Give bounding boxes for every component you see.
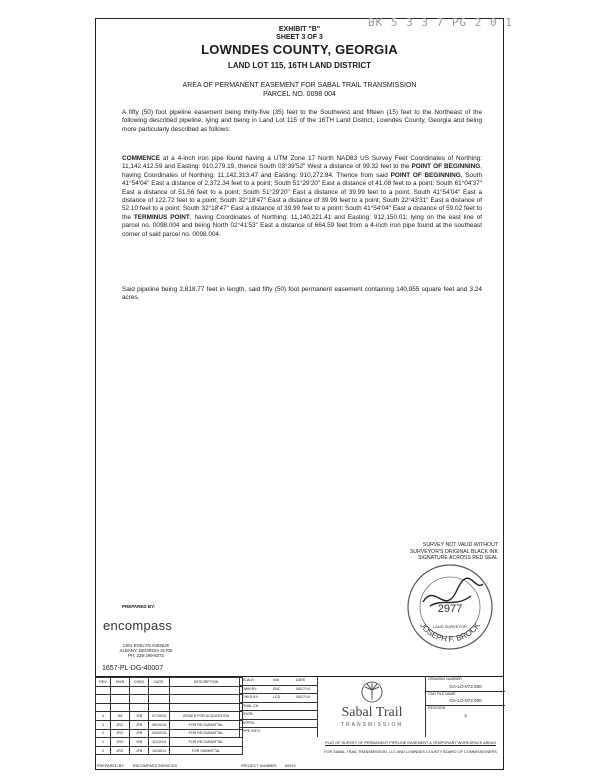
pipe-info-row	[240, 728, 318, 736]
revision-cell: JFB	[130, 712, 149, 721]
revision-cell: 10/18/14	[149, 746, 170, 755]
checked-value: LCD	[273, 695, 281, 699]
signature-scribble	[423, 578, 483, 606]
col-header: CHKD	[130, 678, 149, 687]
project-number-label: PROJECT NUMBER:	[241, 764, 278, 768]
revision-cell: JRC	[111, 720, 130, 729]
apprv-label: APPRV:	[242, 720, 255, 725]
pob-label: POINT OF BEGINNING	[411, 163, 481, 171]
desc-part-4: , having Coordinates of Northing: 11,140,221.41 and Easting: 912,150.01; lying on the east line of parcel no. 0098.004 and being North 02°41'53" East a distance of 664.59 feet from a 4-inch iron pipe found at the southeast corner of said parcel no. 0098.004.	[122, 213, 482, 238]
revision-cell	[170, 703, 243, 712]
revision-row	[96, 712, 243, 721]
prepared-by-label: PREPARED BY:	[122, 604, 156, 609]
revision-cell	[130, 686, 149, 695]
brand-subtitle: TRANSMISSION	[340, 722, 404, 728]
checked-row	[240, 694, 318, 703]
drawing-number-value: GA-LO-072.000	[426, 682, 505, 692]
revision-cell: 1	[96, 738, 111, 747]
county-title: LOWNDES COUNTY, GEORGIA	[201, 42, 398, 57]
drawing-info	[239, 677, 318, 737]
col-header: REV	[96, 678, 111, 687]
drawn-value: ENC	[273, 686, 281, 691]
footer-prepared-value: ENCOMPASS SERVICES	[133, 764, 178, 768]
revision-value: 4	[464, 712, 467, 718]
sabal-trail-logo	[317, 677, 426, 737]
note-line: SURVEY NOT VALID WITHOUT	[422, 542, 498, 548]
desc-part-3: , South 41°54'04" East a distance of 2,372.34 feet to a point; South 51°29'20" East a distance of 41.08 feet to a point; South 61°04'37" East a distance of 51.56 feet to a point; South 51°29'20" East a distance of 39.99 feet to a point; South 41°54'04" East a distance of 122.72 feet to a point; South 32°18'47" East a distance of 39.99 feet to a point; South 22°43'31" East a distance of 52.10 feet to a point; South 32°18'47" East a distance of 39.99 feet to a point; South 41°54'04" East a distance of 59.02 feet to the	[122, 171, 482, 221]
revision-cell: JRC	[111, 746, 130, 755]
revision-cell: 3	[96, 720, 111, 729]
approval-row	[240, 720, 318, 729]
terminus-label: TERMINUS POINT	[133, 213, 190, 221]
title-block	[95, 676, 504, 771]
revision-cell: FOR RE-SUBMITTAL	[170, 720, 243, 729]
revision-header-row	[96, 678, 243, 687]
area-title: AREA OF PERMANENT EASEMENT FOR SABAL TRAIL TRANSMISSION	[182, 82, 417, 89]
revision-cell	[111, 686, 130, 695]
checked-date: 08/27/14	[296, 695, 310, 699]
date-label: DATE	[296, 678, 306, 682]
revision-cell: 06/10/15	[149, 720, 170, 729]
revision-cell: FOR SUBMITTAL	[170, 746, 243, 755]
drawn-row	[240, 686, 318, 695]
plat-for: FOR SABAL TRAIL TRANSMISSION, LLC AND LOWNDES COUNTY BOARD OF COMMISSIONERS	[324, 750, 497, 754]
col-header: DATE	[149, 678, 170, 687]
revision-cell: ISSUED FOR ACQUISITION	[170, 712, 243, 721]
document-number: 1657-PL-DG-40007	[102, 665, 164, 672]
plat-title: PLAT OF SURVEY OF PERMANENT PIPELINE EASEMENT & TEMPORARY WORKSPACE AREAS	[325, 741, 496, 745]
exhibit-label: EXHIBIT "B"	[278, 26, 321, 33]
scale-label: SCALE:	[242, 678, 255, 682]
revision-row	[96, 695, 243, 704]
revision-cell	[170, 695, 243, 704]
cad-file-value: GA-LO-072.000	[426, 696, 505, 706]
parcel-number: PARCEL NO. 0098 004	[263, 91, 336, 98]
encompass-logo: encompass	[103, 618, 173, 633]
revision-cell	[111, 695, 130, 704]
seal-role: LAND SURVEYOR	[432, 624, 468, 629]
intro-paragraph: A fifty (50) foot pipeline easement being thirty-five (35) feet to the Southwest and fifteen (15) feet to the Northeast of the following described pipeline, lying and being in Land Lot 115 of the 16TH Land District, Lowndes County, Georgia and being more particularly described as follows:	[122, 109, 482, 133]
drawn-label: DWN BY:	[242, 686, 258, 691]
revision-cell	[149, 695, 170, 704]
revision-cell: 04/02/15	[149, 729, 170, 738]
address-line: ALBANY, GEORGIA 31705	[119, 648, 173, 654]
pipe-label: PIPE INFO:	[242, 729, 261, 733]
scale-row	[240, 677, 318, 686]
project-number-value: 60975	[285, 764, 296, 768]
legal-description	[122, 155, 482, 239]
seal-name: JOSEPH F. BROCK	[418, 621, 482, 644]
revision-cell: JFB	[130, 746, 149, 755]
desc-part-1: at a 4-inch iron pipe found having a UTM Zone 17 North NAD83 US Survey Feet Coordinates of Northing: 11,142,412.59 and Easting: 910,279.19, thence South 03°39'52" West a distance of 99.32 feet to the	[122, 155, 482, 171]
drawing-number-box	[425, 677, 505, 737]
revision-cell	[130, 703, 149, 712]
desc-part-2: , having Coordinates of Northing: 11,142,313.47 and Easting: 910,272.84. Thence from said	[122, 163, 482, 179]
revision-cell	[130, 695, 149, 704]
revision-cell: 0	[96, 746, 111, 755]
revision-cell: JRC	[111, 729, 130, 738]
final-label: FINAL CK:	[242, 703, 260, 708]
cad-file-label: CAD FILE NAME	[428, 691, 456, 696]
address-line: 1301 EVELYN AVENUE	[122, 643, 170, 648]
brand-name: Sabal Trail	[341, 705, 403, 720]
revision-cell	[96, 703, 111, 712]
revision-cell: FOR RE-SUBMITTAL	[170, 738, 243, 747]
revision-cell: JRC	[111, 738, 130, 747]
engineer-row	[240, 711, 318, 720]
revision-cell	[149, 703, 170, 712]
drawing-number-label: DRAWING NUMBER	[428, 677, 462, 681]
seal-number: 2977	[437, 603, 463, 615]
commence-label: COMMENCE	[122, 155, 160, 162]
engr-label: ENGR:	[242, 712, 254, 716]
surveyor-seal	[405, 562, 495, 652]
revision-cell: 2	[96, 729, 111, 738]
revision-row	[96, 720, 243, 729]
revision-cell: FOR RE-SUBMITTAL	[170, 729, 243, 738]
revision-cell	[96, 686, 111, 695]
revision-cell: JFB	[130, 729, 149, 738]
final-check-row	[240, 703, 318, 712]
land-lot-title: LAND LOT 115, 16TH LAND DISTRICT	[227, 61, 372, 70]
revision-cell	[96, 695, 111, 704]
revision-cell	[170, 686, 243, 695]
revision-row	[96, 686, 243, 695]
revision-cell: JFB	[130, 738, 149, 747]
revision-cell: JFB	[130, 720, 149, 729]
revision-cell: JM	[111, 712, 130, 721]
sabal-palm-icon	[360, 680, 384, 704]
summary-paragraph: Said pipeline being 2,818.77 feet in length, said fifty (50) foot permanent easement containing 140,955 square feet and 3.24 acres.	[122, 286, 482, 302]
note-line: SIGNATURE ACROSS RED SEAL	[417, 555, 498, 561]
preparer-address	[116, 643, 176, 659]
revision-cell: 11/10/14	[149, 738, 170, 747]
revision-cell	[149, 686, 170, 695]
title-block-footer	[95, 737, 504, 771]
revision-row	[96, 703, 243, 712]
sheet-label: SHEET 3 OF 3	[276, 34, 323, 41]
book-page-stamp: BK 5 3 3 7 PG 2 0 1	[368, 16, 513, 29]
note-line: SURVEYOR'S ORIGINAL BLACK INK	[409, 548, 498, 555]
footer-prepared-label: PREPARED BY:	[97, 764, 125, 768]
scale-value: N/A	[273, 678, 279, 682]
pob-label: POINT OF BEGINNING	[390, 171, 461, 179]
revision-cell	[111, 703, 130, 712]
col-header: DESCRIPTION	[170, 678, 243, 687]
revision-cell: 4	[96, 712, 111, 721]
drawn-date: 08/27/14	[296, 686, 310, 691]
revision-label: REVISION	[428, 706, 446, 710]
col-header: DWN	[111, 678, 130, 687]
revision-cell: 07/15/15	[149, 712, 170, 721]
checked-label: CHKD BY:	[242, 695, 259, 699]
phone-line: PH: 229-299-8272	[128, 653, 164, 659]
survey-validity-note	[388, 542, 498, 562]
